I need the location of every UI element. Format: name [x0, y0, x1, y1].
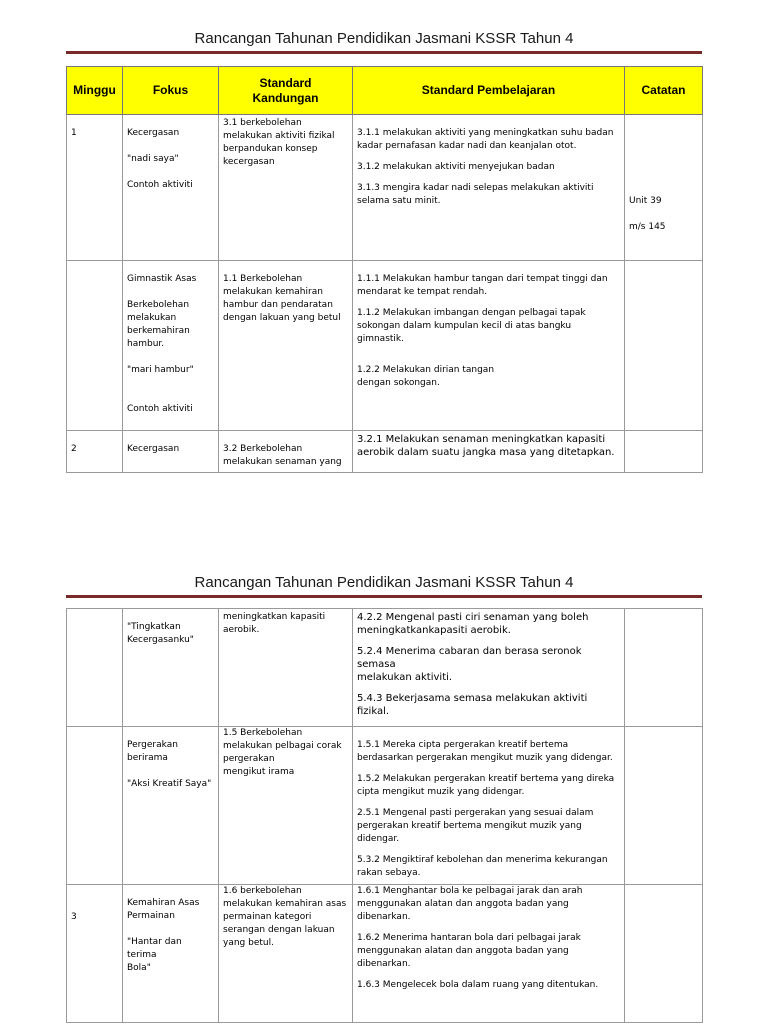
title-rule	[66, 51, 702, 54]
cell-catatan	[625, 727, 703, 885]
cell-fokus: Gimnastik Asas Berkebolehan melakukan berkemahiran hambur. "mari hambur" Contoh aktiviti	[123, 261, 219, 431]
plan-table-page-2	[66, 608, 703, 1023]
std-item: 2.5.1 Mengenal pasti pergerakan yang sesuai dalam pergerakan kreatif bertema mengikut muzik yang didengar.	[357, 808, 594, 844]
std-item: 3.1.2 melakukan aktiviti menyejukan badan	[357, 162, 555, 172]
cell-catatan	[625, 431, 703, 473]
title-rule	[66, 595, 702, 598]
cell-catatan	[625, 609, 703, 727]
std-item: 1.2.2 Melakukan dirian tangan dengan sokongan.	[357, 365, 495, 388]
std-item: 5.4.3 Bekerjasama semasa melakukan aktiviti fizikal.	[357, 693, 588, 717]
std-item: 1.5.2 Melakukan pergerakan kreatif bertema yang direka cipta mengikut muzik yang didengar.	[357, 774, 615, 797]
header-minggu: Minggu	[67, 67, 123, 115]
cell-pembelajaran	[353, 431, 625, 473]
cell-catatan	[625, 261, 703, 431]
cell-kandungan: meningkatkan kapasiti aerobik.	[219, 609, 353, 727]
std-item: 5.3.2 Mengiktiraf kebolehan dan menerima kekurangan rakan sebaya.	[357, 855, 608, 878]
cell-minggu: 1	[67, 115, 123, 261]
cell-minggu	[67, 261, 123, 431]
header-fokus: Fokus	[123, 67, 219, 115]
cell-fokus: Pergerakan berirama "Aksi Kreatif Saya"	[123, 727, 219, 885]
cell-fokus: Kecergasan "nadi saya" Contoh aktiviti	[123, 115, 219, 261]
cell-pembelajaran	[353, 727, 625, 885]
cell-catatan: Unit 39 m/s 145	[625, 115, 703, 261]
header-standard-pembelajaran: Standard Pembelajaran	[353, 67, 625, 115]
std-item: 5.2.4 Menerima cabaran dan berasa seronok semasa melakukan aktiviti.	[357, 646, 582, 683]
cell-kandungan: 1.1 Berkebolehan melakukan kemahiran hambur dan pendaratan dengan lakuan yang betul	[219, 261, 353, 431]
table-row	[67, 609, 703, 727]
std-item: 3.1.1 melakukan aktiviti yang meningkatkan suhu badan kadar pernafasan kadar nadi dan keanjalan otot.	[357, 128, 614, 151]
cell-minggu: 3	[67, 885, 123, 1023]
cell-fokus: Kecergasan	[123, 431, 219, 473]
table-row	[67, 261, 703, 431]
page-title: Rancangan Tahunan Pendidikan Jasmani KSSR Tahun 4	[194, 30, 574, 47]
cell-fokus: "Tingkatkan Kecergasanku"	[123, 609, 219, 727]
cell-pembelajaran	[353, 609, 625, 727]
table-row	[67, 885, 703, 1023]
std-item: 1.6.2 Menerima hantaran bola dari pelbagai jarak menggunakan alatan dan anggota badan yang dibenarkan.	[357, 933, 581, 969]
plan-table-page-1	[66, 66, 703, 473]
std-item: 1.1.2 Melakukan imbangan dengan pelbagai tapak sokongan dalam kumpulan kecil di atas bangku gimnastik.	[357, 308, 586, 344]
std-item: 4.2.2 Mengenal pasti ciri senaman yang boleh meningkatkankapasiti aerobik.	[357, 612, 589, 636]
std-item: 1.5.1 Mereka cipta pergerakan kreatif bertema berdasarkan pergerakan mengikut muzik yang didengar.	[357, 740, 613, 763]
std-item: 1.1.1 Melakukan hambur tangan dari tempat tinggi dan mendarat ke tempat rendah.	[357, 274, 608, 297]
cell-kandungan: 3.2 Berkebolehan melakukan senaman yang	[219, 431, 353, 473]
header-catatan: Catatan	[625, 67, 703, 115]
cell-minggu	[67, 609, 123, 727]
table-row	[67, 727, 703, 885]
page-title: Rancangan Tahunan Pendidikan Jasmani KSSR Tahun 4	[194, 574, 574, 591]
cell-minggu	[67, 727, 123, 885]
table-header-row	[67, 67, 703, 115]
cell-pembelajaran	[353, 885, 625, 1023]
std-item: 1.6.3 Mengelecek bola dalam ruang yang ditentukan.	[357, 980, 599, 990]
cell-pembelajaran	[353, 115, 625, 261]
cell-minggu: 2	[67, 431, 123, 473]
std-item: 1.6.1 Menghantar bola ke pelbagai jarak dan arah menggunakan alatan dan anggota badan yang dibenarkan.	[357, 886, 583, 922]
cell-catatan	[625, 885, 703, 1023]
header-standard-kandungan: Standard Kandungan	[219, 67, 353, 115]
cell-pembelajaran	[353, 261, 625, 431]
cell-kandungan: 1.5 Berkebolehan melakukan pelbagai corak pergerakan mengikut irama	[219, 727, 353, 885]
cell-kandungan: 1.6 berkebolehan melakukan kemahiran asas permainan kategori serangan dengan lakuan yang betul.	[219, 885, 353, 1023]
table-row	[67, 431, 703, 473]
std-item: 3.2.1 Melakukan senaman meningkatkan kapasiti aerobik dalam suatu jangka masa yang ditetapkan.	[357, 434, 615, 458]
std-item: 3.1.3 mengira kadar nadi selepas melakukan aktiviti selama satu minit.	[357, 183, 594, 206]
cell-fokus: Kemahiran Asas Permainan "Hantar dan terima Bola"	[123, 885, 219, 1023]
cell-kandungan: 3.1 berkebolehan melakukan aktiviti fizikal berpandukan konsep kecergasan	[219, 115, 353, 261]
table-row	[67, 115, 703, 261]
